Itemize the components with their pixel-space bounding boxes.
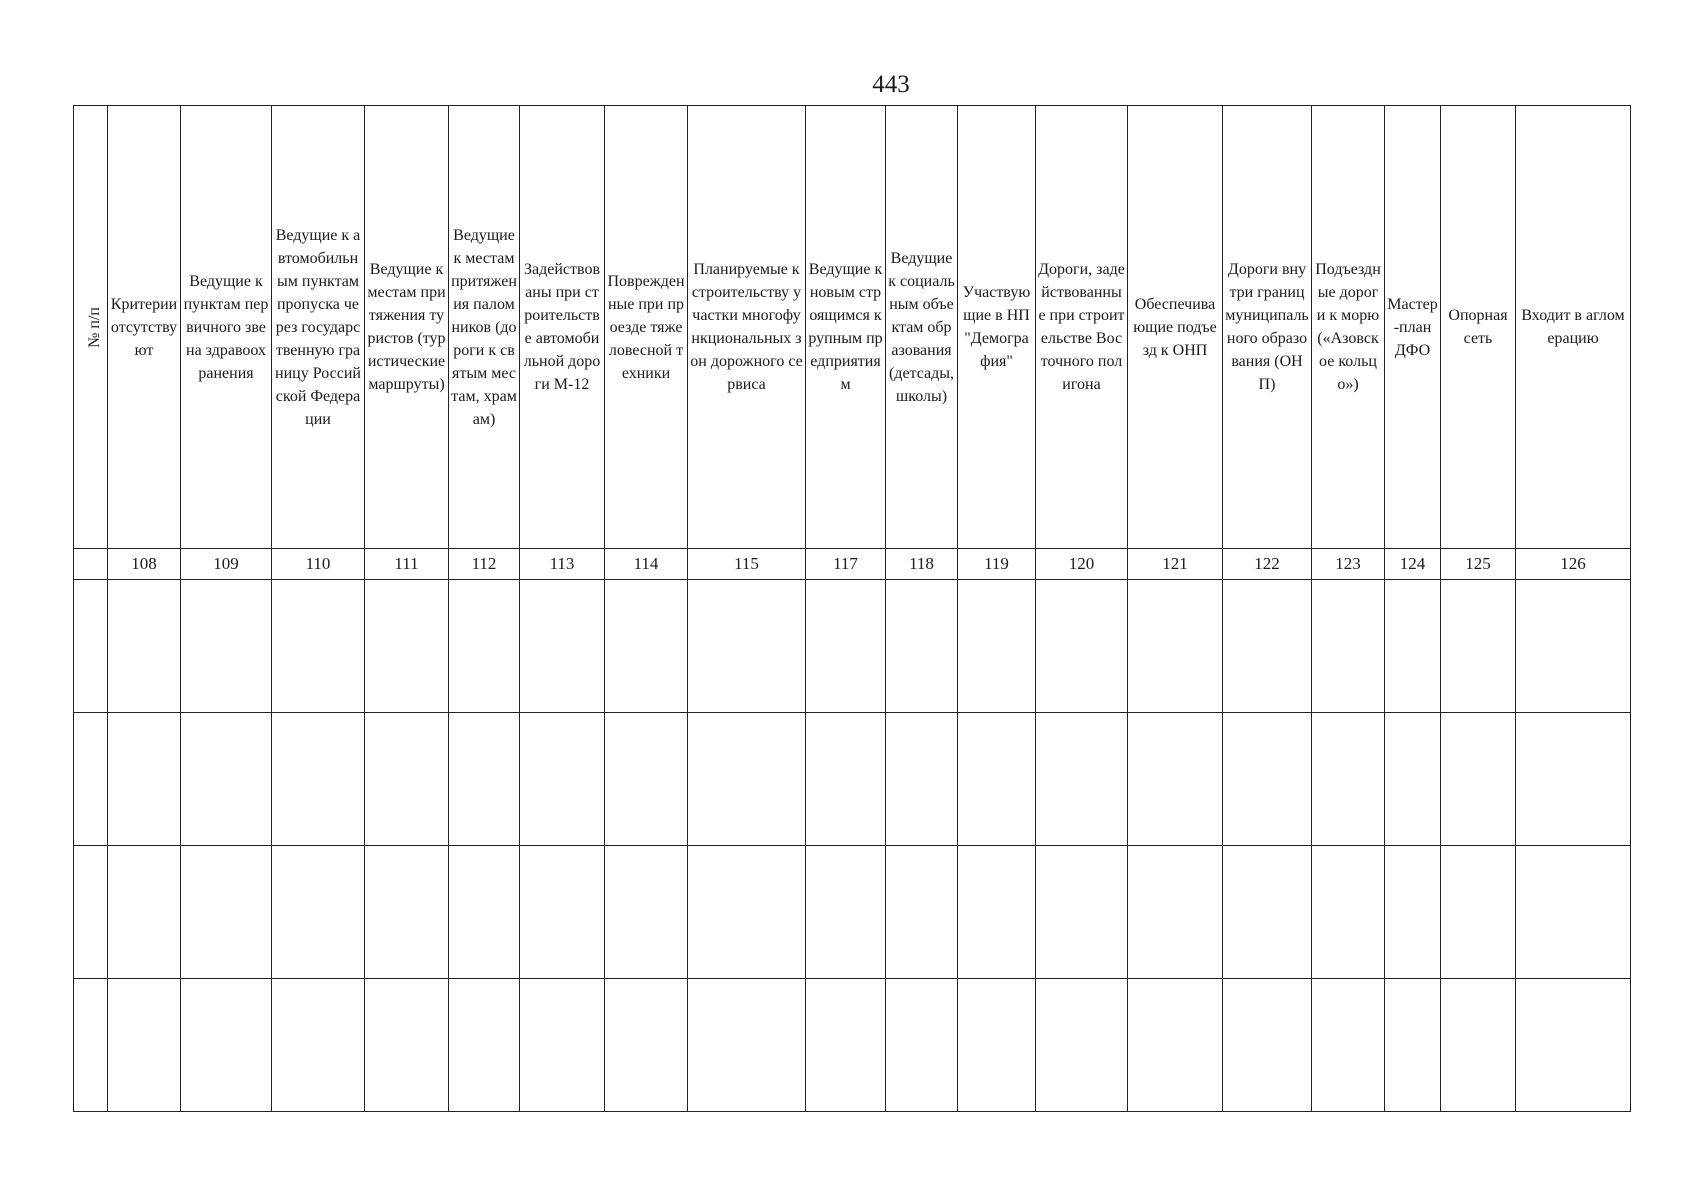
table-cell	[1223, 979, 1312, 1112]
table-cell	[1128, 979, 1223, 1112]
table-cell	[181, 713, 272, 846]
column-number-cell: 110	[272, 549, 365, 580]
page-number: 443	[872, 71, 910, 98]
table-cell	[1036, 979, 1128, 1112]
column-number-cell	[74, 549, 108, 580]
table-cell	[272, 979, 365, 1112]
table-row	[74, 713, 1631, 846]
column-number-cell: 123	[1312, 549, 1385, 580]
table-cell	[1385, 846, 1441, 979]
column-number-row	[74, 549, 1631, 580]
column-number-cell: 117	[806, 549, 886, 580]
header-cell: Ведущие к местам притяжения туристов (туристические маршруты)	[365, 106, 449, 549]
table-cell	[1441, 580, 1516, 713]
table-cell	[958, 580, 1036, 713]
table-cell	[1516, 580, 1631, 713]
table-cell	[1223, 846, 1312, 979]
column-number-cell: 122	[1223, 549, 1312, 580]
header-cell: Ведущие к автомобильным пунктам пропуска через государственную границу Российской Федерации	[272, 106, 365, 549]
header-cell: Мастер-план ДФО	[1385, 106, 1441, 549]
column-number-cell: 115	[688, 549, 806, 580]
column-number-cell: 124	[1385, 549, 1441, 580]
table-cell	[181, 979, 272, 1112]
header-cell: Ведущие к социальным объектам образования (детсады, школы)	[886, 106, 958, 549]
header-cell: Подъездные дороги к морю («Азовское кольцо»)	[1312, 106, 1385, 549]
table-cell	[365, 979, 449, 1112]
column-number-cell: 112	[449, 549, 520, 580]
table-cell	[1312, 713, 1385, 846]
table-cell	[1385, 979, 1441, 1112]
header-cell: Ведущие к пунктам первичного звена здравоохранения	[181, 106, 272, 549]
header-cell: Опорная сеть	[1441, 106, 1516, 549]
table-cell	[1128, 846, 1223, 979]
table-cell	[1312, 846, 1385, 979]
table-cell	[272, 580, 365, 713]
table-cell	[272, 846, 365, 979]
table-cell	[958, 979, 1036, 1112]
table-cell	[605, 979, 688, 1112]
table-cell	[1385, 580, 1441, 713]
table-cell	[520, 580, 605, 713]
table-cell	[1128, 713, 1223, 846]
table-cell	[886, 580, 958, 713]
table-cell	[74, 580, 108, 713]
column-number-cell: 109	[181, 549, 272, 580]
header-cell: Ведущие к местам притяжения паломников (дороги к святым местам, храмам)	[449, 106, 520, 549]
table-cell	[806, 846, 886, 979]
table-cell	[449, 713, 520, 846]
table-cell	[958, 846, 1036, 979]
table-cell	[1385, 713, 1441, 846]
table-cell	[1223, 713, 1312, 846]
table-cell	[806, 713, 886, 846]
table-cell	[886, 713, 958, 846]
table-cell	[108, 979, 181, 1112]
table-row	[74, 979, 1631, 1112]
table-cell	[108, 713, 181, 846]
header-cell: Входит в агломерацию	[1516, 106, 1631, 549]
table-cell	[74, 979, 108, 1112]
table-cell	[181, 846, 272, 979]
column-number-cell: 119	[958, 549, 1036, 580]
header-cell: Поврежденные при проезде тяжеловесной техники	[605, 106, 688, 549]
table-cell	[108, 580, 181, 713]
header-cell: Задействованы при строительстве автомобильной дороги М-12	[520, 106, 605, 549]
header-cell: Дороги, задействованные при строительстве Восточного полигона	[1036, 106, 1128, 549]
column-number-cell: 120	[1036, 549, 1128, 580]
header-cell: Ведущие к новым строящимся крупным предприятиям	[806, 106, 886, 549]
table-cell	[365, 580, 449, 713]
table-cell	[1441, 846, 1516, 979]
criteria-table	[73, 105, 1631, 1112]
column-number-cell: 125	[1441, 549, 1516, 580]
header-cell: Участвующие в НП "Демография"	[958, 106, 1036, 549]
table-cell	[181, 580, 272, 713]
table-cell	[1128, 580, 1223, 713]
table-cell	[605, 580, 688, 713]
header-cell: Дороги внутри границ муниципального образования (ОНП)	[1223, 106, 1312, 549]
table-cell	[958, 713, 1036, 846]
table-cell	[1516, 846, 1631, 979]
table-cell	[1036, 580, 1128, 713]
header-cell: Обеспечивающие подъезд к ОНП	[1128, 106, 1223, 549]
table-cell	[1516, 979, 1631, 1112]
table-cell	[605, 846, 688, 979]
table-cell	[1441, 713, 1516, 846]
header-cell: Критерии отсутствуют	[108, 106, 181, 549]
table-cell	[688, 713, 806, 846]
table-cell	[1036, 713, 1128, 846]
table-row	[74, 580, 1631, 713]
table-cell	[449, 846, 520, 979]
table-row	[74, 846, 1631, 979]
table-cell	[605, 713, 688, 846]
table-cell	[886, 846, 958, 979]
table-cell	[1441, 979, 1516, 1112]
table-cell	[520, 713, 605, 846]
table-cell	[365, 846, 449, 979]
header-cell-number: № п/п	[74, 106, 108, 549]
table-cell	[688, 846, 806, 979]
table-cell	[1312, 979, 1385, 1112]
column-number-cell: 113	[520, 549, 605, 580]
column-number-cell: 108	[108, 549, 181, 580]
column-number-cell: 111	[365, 549, 449, 580]
table-cell	[1223, 580, 1312, 713]
header-row	[74, 106, 1631, 549]
table-cell	[1516, 713, 1631, 846]
table-cell	[365, 713, 449, 846]
table-cell	[520, 979, 605, 1112]
table-cell	[806, 979, 886, 1112]
table-cell	[74, 846, 108, 979]
table-cell	[688, 580, 806, 713]
column-number-cell: 126	[1516, 549, 1631, 580]
table-cell	[449, 580, 520, 713]
column-number-cell: 118	[886, 549, 958, 580]
table-cell	[449, 979, 520, 1112]
column-number-cell: 121	[1128, 549, 1223, 580]
table-cell	[688, 979, 806, 1112]
table-cell	[272, 713, 365, 846]
table-cell	[806, 580, 886, 713]
table-cell	[1036, 846, 1128, 979]
column-number-cell: 114	[605, 549, 688, 580]
table-cell	[886, 979, 958, 1112]
table-cell	[74, 713, 108, 846]
table-cell	[108, 846, 181, 979]
table-cell	[1312, 580, 1385, 713]
table-cell	[520, 846, 605, 979]
header-cell: Планируемые к строительству участки многофункциональных зон дорожного сервиса	[688, 106, 806, 549]
